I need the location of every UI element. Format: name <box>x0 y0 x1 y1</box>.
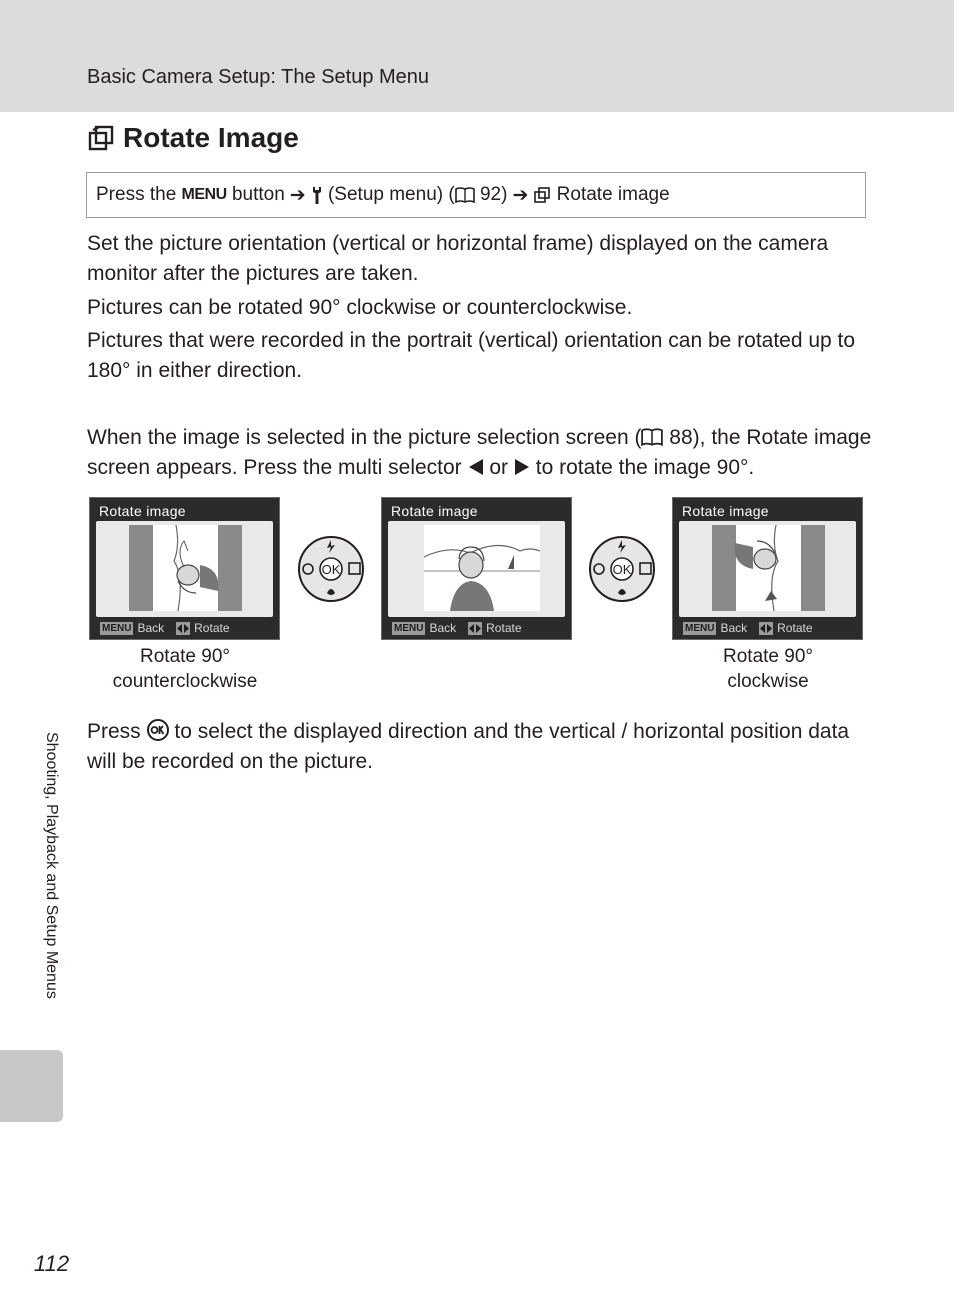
back-label: Back <box>720 621 748 635</box>
screen-footer <box>100 621 230 635</box>
intro-paragraph-2: Pictures can be rotated 90° clockwise or counterclockwise. <box>87 296 633 319</box>
instructions-paragraph <box>87 423 872 483</box>
menu-glyph: MENU <box>181 186 227 203</box>
rotate-image-icon <box>87 124 115 152</box>
side-tab-marker <box>0 1050 63 1122</box>
caption-clockwise <box>668 644 868 694</box>
left-triangle-icon <box>468 458 484 476</box>
right-triangle-icon <box>514 458 530 476</box>
page-number: 112 <box>34 1251 70 1276</box>
confirm-paragraph <box>87 717 872 777</box>
camera-screen-clockwise <box>672 497 863 640</box>
menu-key: MENU <box>394 622 424 634</box>
instructions-or: or <box>489 456 509 479</box>
header-title: Basic Camera Setup: The Setup Menu <box>87 66 430 88</box>
section-title <box>87 122 299 154</box>
path-button: button <box>231 184 285 205</box>
caption-line-2: counterclockwise <box>112 671 258 692</box>
arrow-icon: ➔ <box>289 184 306 206</box>
path-page-ref: 92) <box>479 184 508 205</box>
caption-line-1: Rotate 90° <box>723 646 813 667</box>
caption-line-1: Rotate 90° <box>140 646 230 667</box>
arrow-icon-2: ➔ <box>512 184 529 206</box>
screen-title: Rotate image <box>99 503 186 519</box>
rotate-label: Rotate <box>486 621 522 635</box>
left-right-key-icon <box>468 622 482 635</box>
wrench-icon <box>311 186 323 204</box>
rotate-label: Rotate <box>777 621 813 635</box>
book-icon <box>455 187 475 203</box>
confirm-press: Press <box>87 720 141 743</box>
path-setup-menu: (Setup menu) ( <box>327 184 455 205</box>
ok-button-icon <box>147 719 169 741</box>
screen-footer <box>392 621 522 635</box>
side-tab-label: Shooting, Playback and Setup Menus <box>43 732 60 999</box>
section-title-text: Rotate Image <box>123 122 299 153</box>
multi-selector-icon-2 <box>588 535 656 603</box>
screen-panel <box>96 521 273 617</box>
header-band <box>0 0 954 112</box>
confirm-rest: to select the displayed direction and the vertical / horizontal position data will be recorded on the picture. <box>87 720 850 773</box>
menu-key: MENU <box>102 622 132 634</box>
screen-title: Rotate image <box>391 503 478 519</box>
screen-panel <box>679 521 856 617</box>
instructions-page-ref: 88), the Rotate image screen appears. Press the multi selector <box>87 426 872 479</box>
menu-path-box <box>86 172 866 218</box>
book-icon <box>641 428 663 446</box>
original-photo <box>388 521 565 617</box>
camera-screen-counterclockwise <box>89 497 280 640</box>
rotate-label: Rotate <box>194 621 230 635</box>
rotated-photo-ccw <box>96 521 273 617</box>
back-label: Back <box>429 621 457 635</box>
left-right-key-icon <box>759 622 773 635</box>
back-label: Back <box>137 621 165 635</box>
caption-line-2: clockwise <box>727 671 809 692</box>
ok-label: OK <box>321 562 341 577</box>
left-right-key-icon <box>176 622 190 635</box>
screen-title: Rotate image <box>682 503 769 519</box>
path-press-the: Press the <box>96 184 177 205</box>
screen-footer <box>683 621 813 635</box>
rotated-photo-cw <box>679 521 856 617</box>
intro-paragraph-1: Set the picture orientation (vertical or horizontal frame) displayed on the camera monitor after the pictures are taken. <box>87 232 829 285</box>
camera-screen-original <box>381 497 572 640</box>
caption-counterclockwise <box>85 644 285 694</box>
instructions-part2: to rotate the image 90°. <box>535 456 755 479</box>
menu-key: MENU <box>685 622 715 634</box>
intro-paragraph-3: Pictures that were recorded in the portrait (vertical) orientation can be rotated up to 180° in either direction. <box>87 329 856 382</box>
instructions-part1: When the image is selected in the picture selection screen ( <box>87 426 642 449</box>
path-rotate-image: Rotate image <box>556 184 670 205</box>
ok-label: OK <box>612 562 632 577</box>
rotate-image-small-icon <box>533 186 551 204</box>
screen-panel <box>388 521 565 617</box>
multi-selector-icon <box>297 535 365 603</box>
